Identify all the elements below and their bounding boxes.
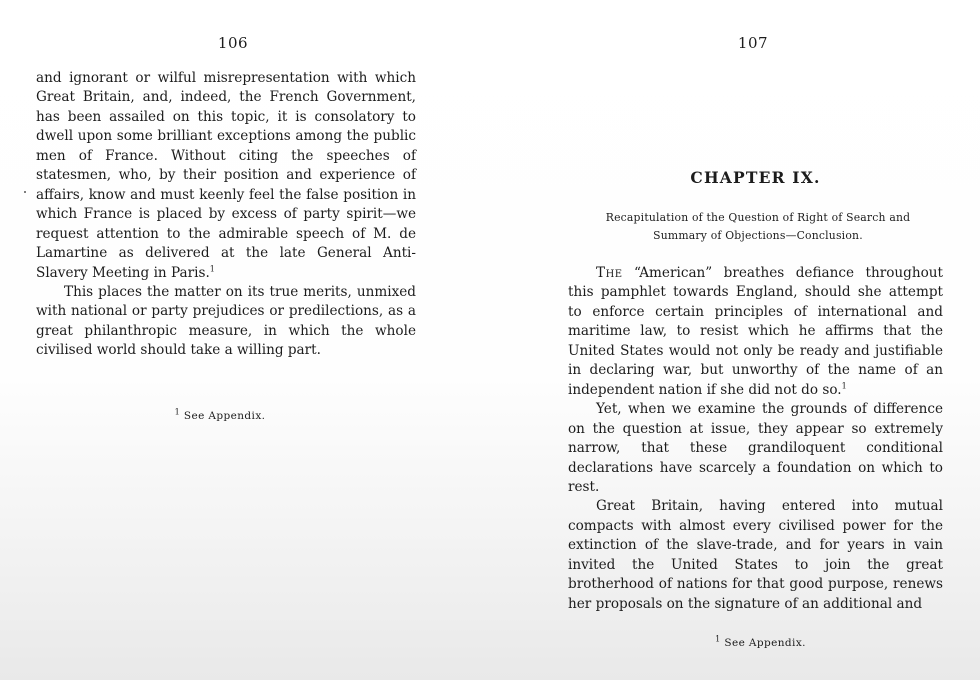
left-page xyxy=(36,0,416,680)
left-footnote xyxy=(36,407,404,422)
footnote-text: See Appendix. xyxy=(183,410,266,422)
footnote-marker: 1 xyxy=(715,634,721,644)
page-number-left: 106 xyxy=(217,34,249,52)
footnote-reference: 1 xyxy=(209,264,215,273)
right-paragraph-1 xyxy=(568,264,943,400)
chapter-subtitle: Recapitulation of the Question of Right of Search and Summary of Objections—Conclusion. xyxy=(605,211,911,242)
right-paragraph-3: Great Britain, having entered into mutual compacts with almost every civilised power for the extinction of the slave-trade, and for years in vain invited the United States to join the great brotherhood of nations for that good purpose, renews her proposals on the signature of an additional and xyxy=(568,498,943,612)
right-paragraph-2: Yet, when we examine the grounds of difference on the question at issue, they appear so extremely narrow, that these grandiloquent conditional declarations have scarcely a foundation on which to rest. xyxy=(568,401,943,495)
right-page xyxy=(568,0,943,680)
right-page-body xyxy=(568,264,943,614)
footnote-marker: 1 xyxy=(174,407,181,417)
left-page-body xyxy=(36,69,416,361)
footnote-reference: 1 xyxy=(841,381,847,391)
left-paragraph-1-text: and ignorant or wilful misrepresentation with which Great Britain, and, indeed, the French Government, has been assailed on this topic, it is consolatory to dwell upon some brilliant exceptions among the public men of France. Without citing the speeches of statesmen, who, by their position and experience of affairs, know and must keenly feel the false position in which France is placed by excess of party spirit—we request attention to the admirable speech of M. de Lamartine as delivered at the late General Anti-Slavery Meeting in Paris. xyxy=(36,70,416,281)
margin-speck xyxy=(24,191,26,193)
right-paragraph-1-text: “American” breathes defiance throughout this pamphlet towards England, should she attempt to enforce certain principles of international and maritime law, to resist which he affirms that the United States would not only be ready and justifiable in declaring war, but unworthy of the name of an independent nation if she did not do so. xyxy=(568,265,943,398)
paragraph-opening-word: The xyxy=(596,265,623,281)
footnote-text: See Appendix. xyxy=(724,637,806,649)
chapter-heading: CHAPTER IX. xyxy=(690,168,821,187)
right-footnote xyxy=(568,634,953,649)
left-paragraph-1 xyxy=(36,69,416,283)
left-paragraph-2: This places the matter on its true merits, unmixed with national or party prejudices or predilections, as a great philanthropic measure, in which the whole civilised world should take a willing part. xyxy=(36,283,416,359)
page-number-right: 107 xyxy=(737,34,769,52)
